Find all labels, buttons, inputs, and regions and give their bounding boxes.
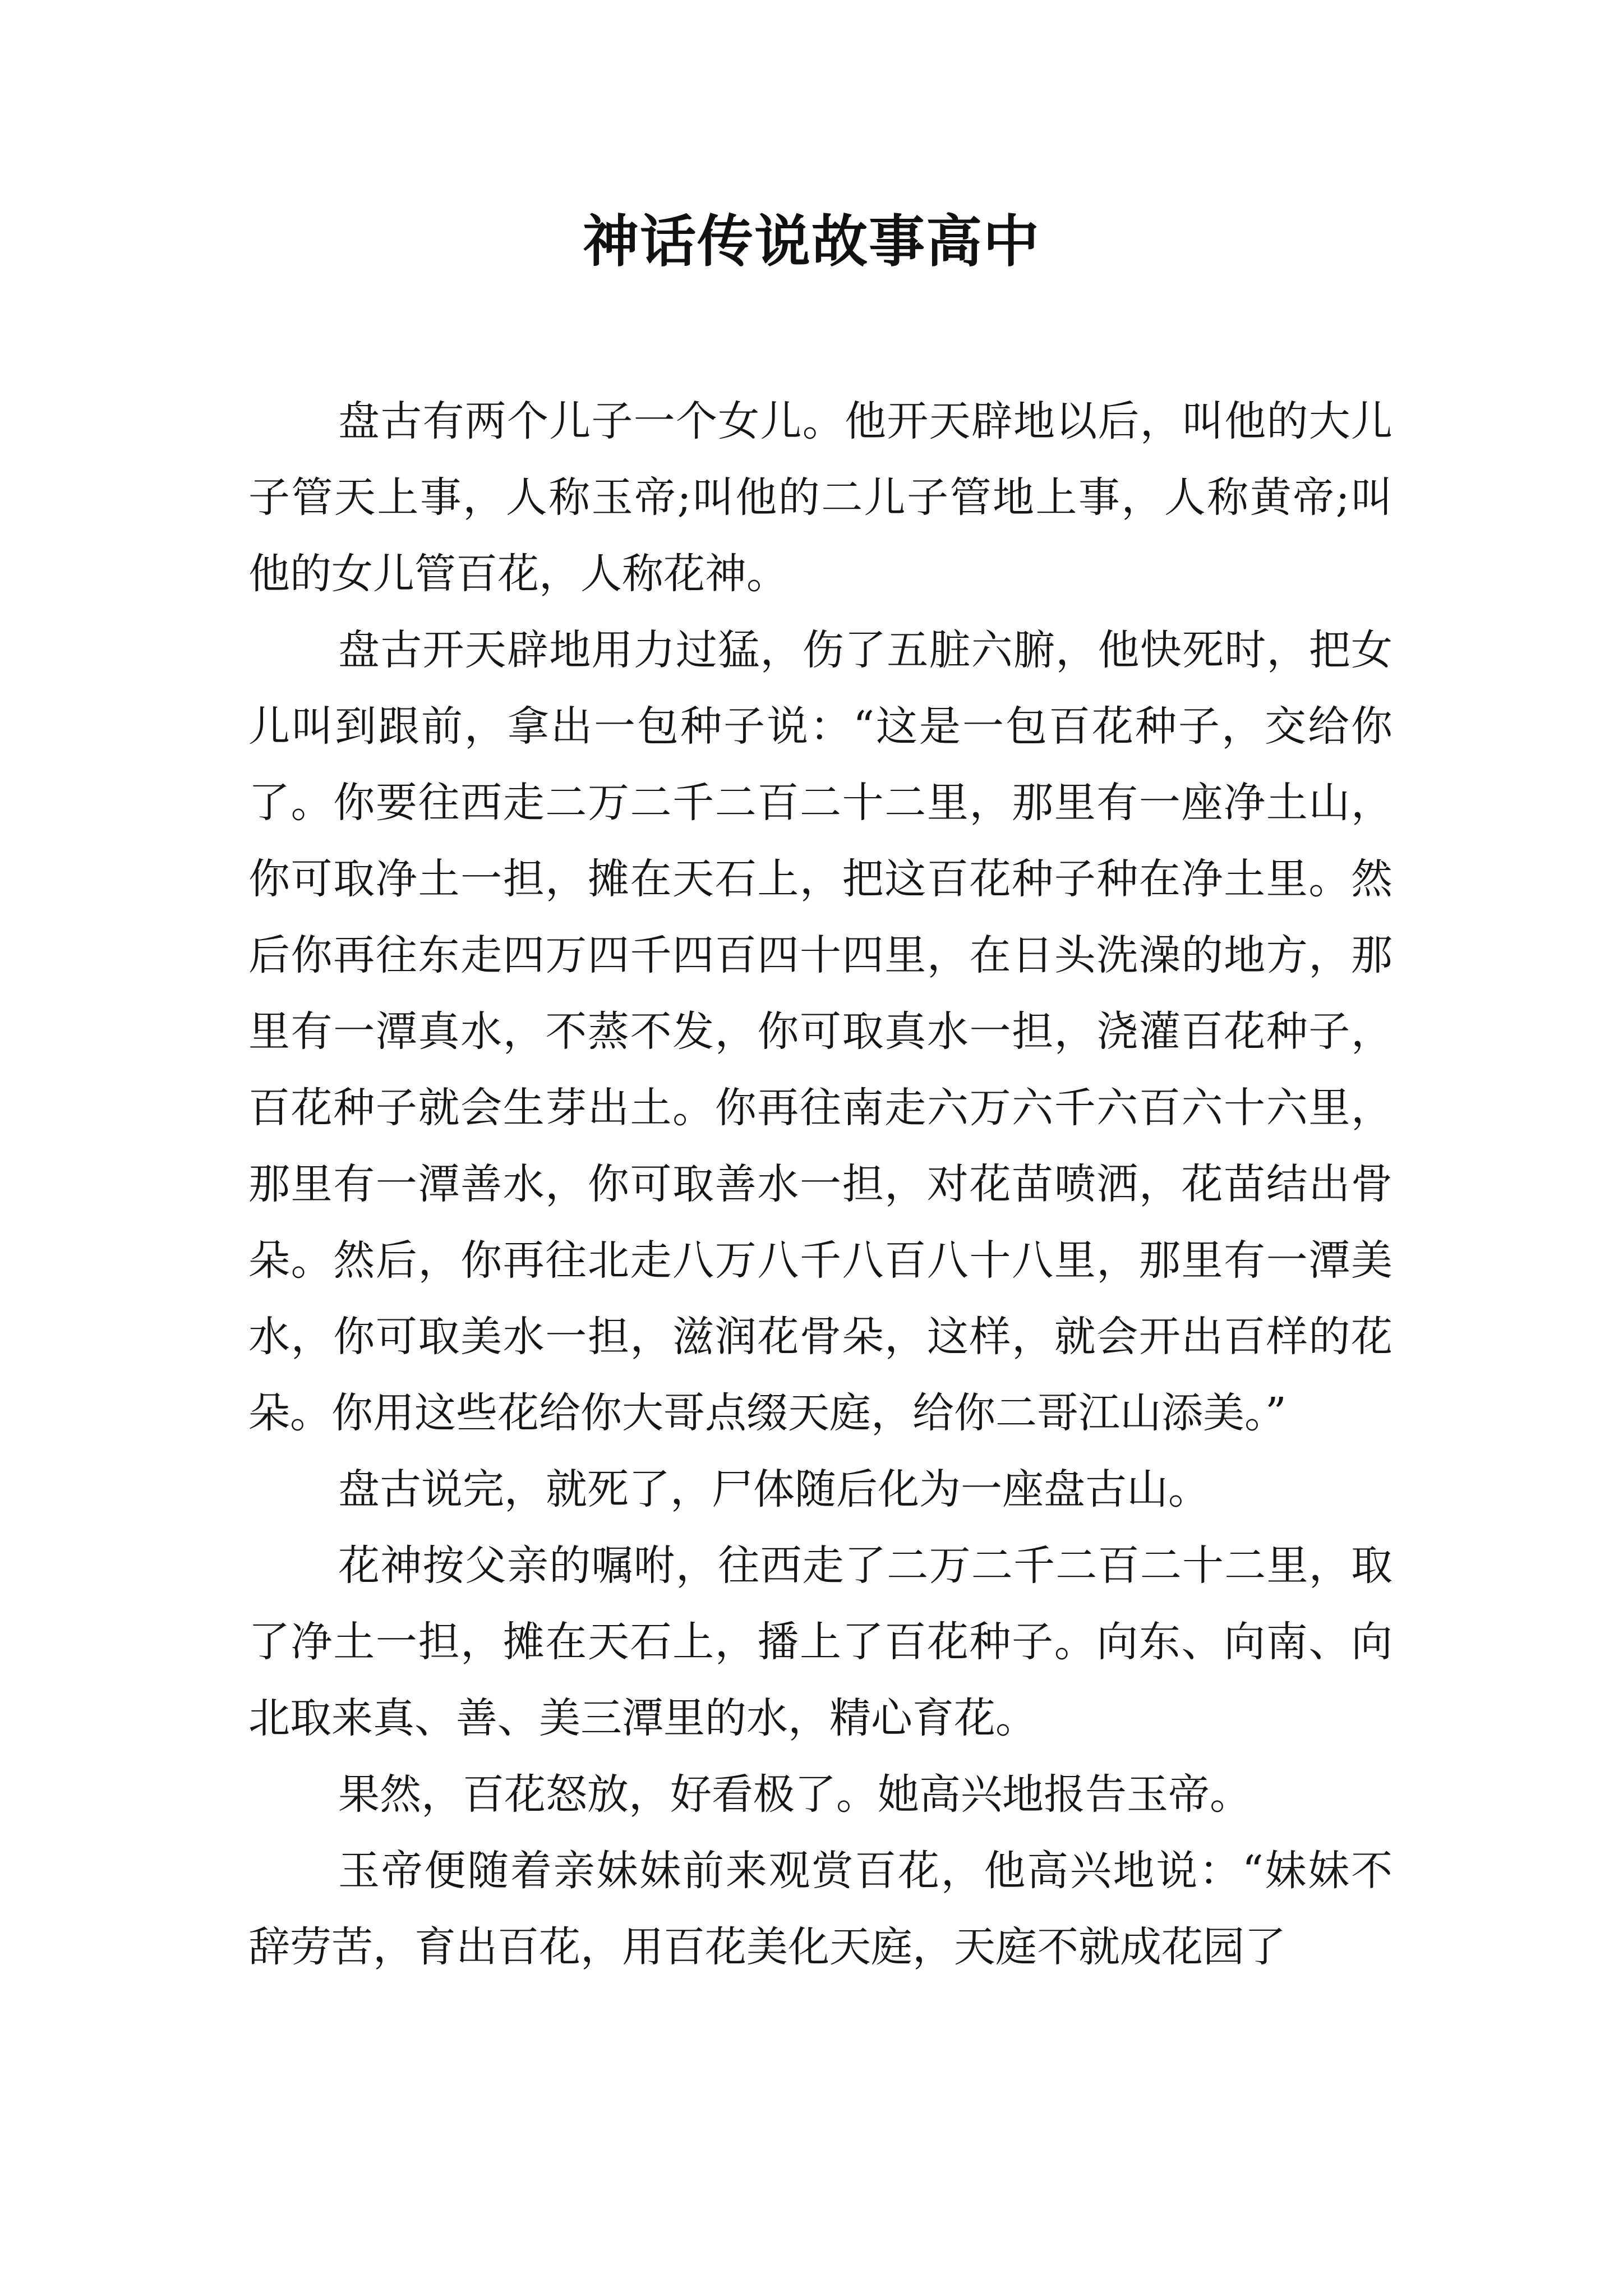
paragraph: 盘古说完，就死了，尸体随后化为一座盘古山。	[338, 1465, 1210, 1513]
paragraph: 玉帝便随着亲妹妹前来观赏百花，他高兴地说：“妹妹不辞劳苦，育出百花，用百花美化天庭，天庭不就成花园了	[248, 1847, 1393, 1971]
document-title: 神话传说故事高中	[583, 208, 1040, 274]
document-body	[248, 383, 1393, 1985]
paragraph: 盘古开天辟地用力过猛，伤了五脏六腑，他快死时，把女儿叫到跟前，拿出一包种子说：“这是一包百花种子，交给你了。你要往西走二万二千二百二十二里，那里有一座净土山，你可取净土一担，摊在天石上，把这百花种子种在净土里。然后你再往东走四万四千四百四十四里，在日头洗澡的地方，那里有一潭真水，不蒸不发，你可取真水一担，浇灌百花种子，百花种子就会生芽出土。你再往南走六万六千六百六十六里，那里有一潭善水，你可取善水一担，对花苗喷洒，花苗结出骨朵。然后，你再往北走八万八千八百八十八里，那里有一潭美水，你可取美水一担，滋润花骨朵，这样，就会开出百样的花朵。你用这些花给你大哥点缀天庭，给你二哥江山添美。”	[248, 626, 1393, 1437]
paragraph: 花神按父亲的嘱咐，往西走了二万二千二百二十二里，取了净土一担，摊在天石上，播上了百花种子。向东、向南、向北取来真、善、美三潭里的水，精心育花。	[248, 1542, 1393, 1742]
paragraph: 果然，百花怒放，好看极了。她高兴地报告玉帝。	[338, 1770, 1251, 1819]
paragraph: 盘古有两个儿子一个女儿。他开天辟地以后，叫他的大儿子管天上事，人称玉帝;叫他的二儿子管地上事，人称黄帝;叫他的女儿管百花，人称花神。	[248, 397, 1393, 598]
